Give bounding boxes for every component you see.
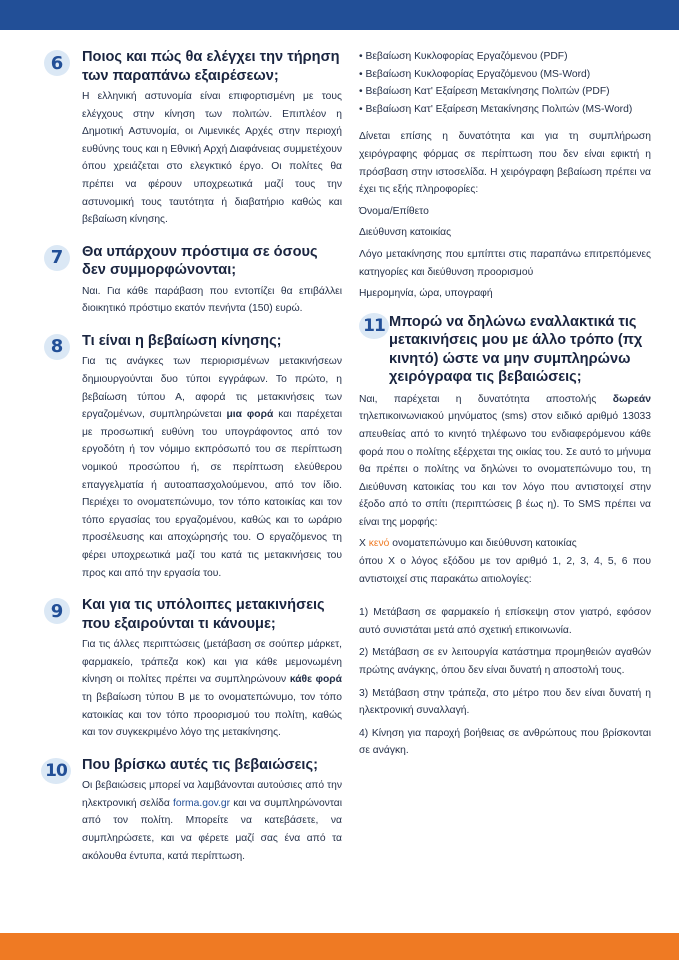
question-6 bbox=[44, 48, 342, 229]
sms-format-x: X bbox=[359, 538, 366, 550]
question-answer: Ναι. Για κάθε παράβαση που εντοπίζει θα επιβάλλει διοικητικό πρόστιμο εκατόν πενήντα (150) ευρώ. bbox=[82, 285, 342, 315]
reason-4: 4) Κίνηση για παροχή βοήθειας σε ανθρώπους που βρίσκονται σε ανάγκη. bbox=[359, 727, 651, 757]
answer-emphasis: κάθε φορά bbox=[289, 674, 342, 686]
question-title: Ποιος και πώς θα ελέγχει την τήρηση των παραπάνω εξαιρέσεων; bbox=[82, 49, 340, 84]
sms-format bbox=[359, 535, 651, 553]
answer-text: Για τις άλλες περιπτώσεις (μετάβαση σε σούπερ μάρκετ, φαρμακείο, τράπεζα κοκ) και για κάθε μεμονωμένη κίνηση οι πολίτες πρέπει να συμπληρώνουν bbox=[82, 639, 342, 686]
answer-emphasis: μια φορά bbox=[226, 409, 274, 421]
handwritten-intro: Δίνεται επίσης η δυνατότητα και για τη συμπλήρωση χειρόγραφης φόρμας σε περίπτωση που δεν είναι εφικτή η πρόσβαση στην ιστοσελίδα. Η χειρόγραφη βεβαίωση πρέπει να έχει τις εξής πληροφορίες: bbox=[359, 131, 651, 196]
answer-text: και παρέχεται με προσωπική ευθύνη του υπογράφοντος από τον εργοδότη ή τον νόμιμο εκπρόσωπό του σε περίπτωση νομικού προσώπου ή, σε περίπτωση ελεύθερου επαγγελματία ή αυτοαπασχολούμενου, από τον ίδιο. Περιέχει το ονοματεπώνυμο, τον τόπο κατοικίας και τον τόπο εργασίας του εργαζομένου, καθώς και το ωράριο προσέλευσης και αποχώρησής του. Ο εργαζόμενος τη φέρει υποχρεωτικά μαζί του κατά τις μετακινήσεις του προς και από την εργασία του. bbox=[82, 409, 342, 579]
question-title: Που βρίσκω αυτές τις βεβαιώσεις; bbox=[82, 756, 318, 773]
reason-1: 1) Μετάβαση σε φαρμακείο ή επίσκεψη στον γιατρό, εφόσον αυτό συνιστάται μετά από σχετική επικοινωνία. bbox=[359, 607, 651, 636]
form-link-3[interactable]: • Βεβαίωση Κατ' Εξαίρεση Μετακίνησης Πολιτών (PDF) bbox=[359, 86, 610, 98]
sms-format-rest: ονοματεπώνυμο και διεύθυνση κατοικίας bbox=[389, 538, 577, 550]
reason-3: 3) Μετάβαση στην τράπεζα, στο μέτρο που δεν είναι δυνατή η ηλεκτρονική συναλλαγή. bbox=[359, 687, 651, 717]
question-number-badge: 9 bbox=[44, 598, 70, 624]
field-datetime: Ημερομηνία, ώρα, υπογραφή bbox=[359, 288, 493, 300]
question-answer bbox=[82, 636, 342, 742]
field-name: Όνομα/Επίθετο bbox=[359, 205, 429, 217]
question-number-badge: 8 bbox=[44, 334, 70, 360]
question-8 bbox=[44, 332, 342, 582]
question-answer bbox=[82, 777, 342, 865]
reason-2: 2) Μετάβαση σε εν λειτουργία κατάστημα προμηθειών αγαθών πρώτης ανάγκης, όπου δεν είναι δυνατή η αποστολή τους. bbox=[359, 647, 651, 677]
header-bar bbox=[0, 0, 679, 30]
field-address: Διεύθυνση κατοικίας bbox=[359, 227, 452, 239]
question-9 bbox=[44, 596, 342, 742]
question-7 bbox=[44, 243, 342, 318]
answer-text: Οι βεβαιώσεις μπορεί να λαμβάνονται αυτούσιες από την ηλεκτρονική σελίδα bbox=[82, 780, 342, 809]
question-answer: Η ελληνική αστυνομία είναι επιφορτισμένη με τους ελέγχους στην κίνηση των πολιτών. Επιπλέον η Δημοτική Αστυνομία, οι Λιμενικές Αρχές στην περιοχή ευθύνης τους και η Εθνική Αρχή Διαφάνειας συμμετέχουν όπου χρειάζεται στο ελεγκτικό έργο. Οι πολίτες θα πρέπει να φέρουν υποχρεωτικά μαζί τους την αστυνομική τους ταυτότητα ή διαβατήριο καθώς και βεβαίωση κίνησης. bbox=[82, 91, 342, 226]
question-title: Τι είναι η βεβαίωση κίνησης; bbox=[82, 332, 282, 349]
answer-text: τηλεπικοινωνιακού μηνύματος (sms) στον ειδικό αριθμό 13033 απευθείας από το κινητό τηλέφωνο του ενδιαφερόμενου κάθε φορά που ο πολίτης εξέρχεται της οικίας του. Σε αυτό το μήνυμα θα πρέπει ο πολίτης να δηλώνει το ονοματεπώνυμο του, τη Διεύθυνση κατοικίας του και τον λόγο που αντιστοιχεί στην έξοδο από το σπίτι (περιπτώσεις β έως η). To SMS πρέπει να είναι της μορφής: bbox=[359, 411, 651, 528]
left-column bbox=[44, 48, 342, 879]
answer-text: και να συμπληρώνονται από τον πολίτη. Μπορείτε να κατεβάσετε, να συμπληρώσετε, και να φέρετε μαζί σας ένα από τα ακόλουθα έντυπα, κατά περίπτωση. bbox=[82, 797, 342, 862]
question-11 bbox=[359, 313, 651, 387]
form-link-4[interactable]: • Βεβαίωση Κατ' Εξαίρεση Μετακίνησης Πολιτών (MS-Word) bbox=[359, 103, 633, 115]
form-link-2[interactable]: • Βεβαίωση Κυκλοφορίας Εργαζόμενου (MS-Word) bbox=[359, 68, 591, 80]
question-number-badge: 6 bbox=[44, 50, 70, 76]
question-title: Μπορώ να δηλώνω εναλλακτικά τις μετακινήσεις μου με άλλο τρόπο (πχ κινητό) ώστε να μην συμπληρώνω χειρόγραφα τις βεβαιώσεις; bbox=[389, 313, 643, 386]
question-title: Θα υπάρχουν πρόστιμα σε όσους δεν συμμορφώνονται; bbox=[82, 243, 318, 279]
question-number-badge: 7 bbox=[44, 245, 70, 271]
right-column bbox=[359, 48, 651, 760]
question-number-badge: 10 bbox=[41, 758, 71, 784]
footer-bar bbox=[0, 933, 679, 960]
answer-emphasis: δωρεάν bbox=[612, 393, 651, 405]
question-answer bbox=[82, 353, 342, 582]
answer-text: Για τις ανάγκες των περιορισμένων μετακινήσεων δημιουργούνται δυο τύποι εγγράφων. Το πρώτο, η βεβαίωση τύπου Α, αφορά τις μετακινήσεις των εργαζομένων, συμπληρώνεται bbox=[82, 356, 342, 421]
form-link-1[interactable]: • Βεβαίωση Κυκλοφορίας Εργαζόμενου (PDF) bbox=[359, 51, 568, 62]
answer-text: Ναι, παρέχεται η δυνατότητα αποστολής bbox=[359, 393, 613, 405]
sms-format-space: κενό bbox=[365, 538, 390, 550]
answer-text: τη βεβαίωση τύπου Β με το ονοματεπώνυμο, τον τόπο κατοικίας και τον τόπο προορισμού του πολίτη, καθώς και τον συγκεκριμένο λόγο της μετακίνησης. bbox=[82, 691, 342, 739]
question-answer bbox=[359, 391, 651, 532]
forma-gov-link[interactable]: forma.gov.gr bbox=[173, 797, 231, 809]
question-10 bbox=[44, 756, 342, 865]
question-title: Και για τις υπόλοιπες μετακινήσεις που εξαιρούνται τι κάνουμε; bbox=[82, 597, 325, 632]
question-number-badge: 11 bbox=[359, 313, 389, 339]
field-reason: Λόγο μετακίνησης που εμπίπτει στις παραπάνω επιτρεπόμενες κατηγορίες και διεύθυνση προορισμού bbox=[359, 248, 651, 278]
sms-format-explain: όπου X ο λόγος εξόδου με τον αριθμό 1, 2, 3, 4, 5, 6 που αντιστοιχεί στις παρακάτω αιτιολογίες: bbox=[359, 556, 651, 585]
